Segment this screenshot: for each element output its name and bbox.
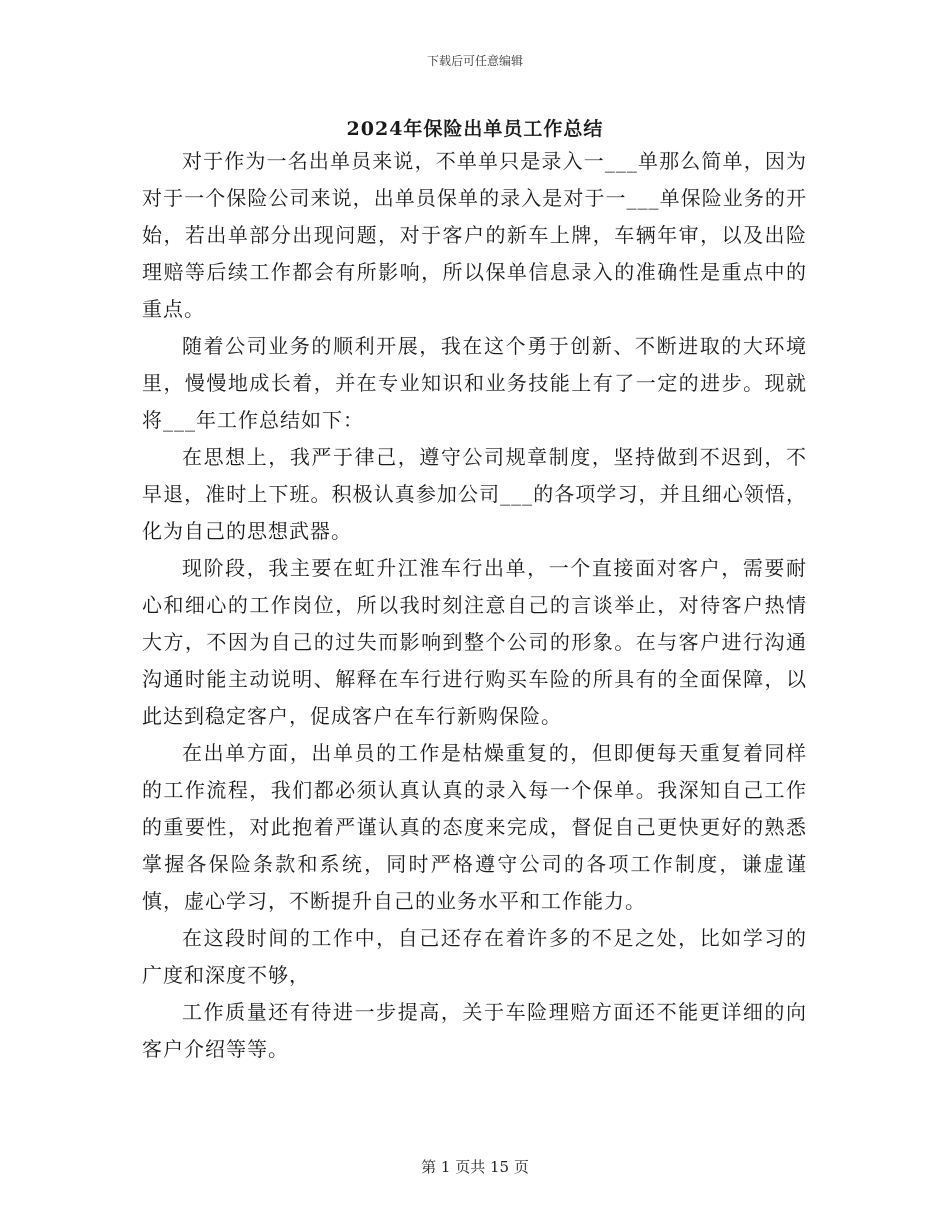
paragraph-2: 随着公司业务的顺利开展，我在这个勇于创新、不断进取的大环境里，慢慢地成长着，并在专业知识和业务技能上有了一定的进步。现就将___年工作总结如下： [142, 334, 807, 432]
paragraph-1: 对于作为一名出单员来说，不单单只是录入一___单那么简单，因为对于一个保险公司来说，出单员保单的录入是对于一___单保险业务的开始，若出单部分出现问题，对于客户的新车上牌，车辆年审，以及出险理赔等后续工作都会有所影响，所以保单信息录入的准确性是重点中的重点。 [142, 149, 807, 321]
paragraph-6: 在这段时间的工作中，自己还存在着许多的不足之处，比如学习的广度和深度不够， [142, 926, 807, 987]
document-title: 2024年保险出单员工作总结 [346, 118, 604, 140]
paragraph-5: 在出单方面，出单员的工作是枯燥重复的，但即便每天重复着同样的工作流程，我们都必须认真认真的录入每一个保单。我深知自己工作的重要性，对此抱着严谨认真的态度来完成，督促自己更快更好的熟悉掌握各保险条款和系统，同时严格遵守公司的各项工作制度，谦虚谨慎，虚心学习，不断提升自己的业务水平和工作能力。 [142, 741, 807, 913]
paragraph-4: 现阶段，我主要在虹升江淮车行出单，一个直接面对客户，需要耐心和细心的工作岗位，所以我时刻注意自己的言谈举止，对待客户热情大方，不因为自己的过失而影响到整个公司的形象。在与客户进行沟通沟通时能主动说明、解释在车行进行购买车险的所具有的全面保障，以此达到稳定客户，促成客户在车行新购保险。 [142, 556, 807, 728]
document-body [142, 143, 807, 1068]
paragraph-7: 工作质量还有待进一步提高，关于车险理赔方面还不能更详细的向客户介绍等等。 [142, 1000, 807, 1061]
paragraph-3: 在思想上，我严于律己，遵守公司规章制度，坚持做到不迟到，不早退，准时上下班。积极认真参加公司___的各项学习，并且细心领悟，化为自己的思想武器。 [142, 445, 807, 543]
page-number-footer: 第 1 页共 15 页 [421, 1158, 529, 1176]
header-note: 下载后可任意编辑 [426, 54, 523, 68]
